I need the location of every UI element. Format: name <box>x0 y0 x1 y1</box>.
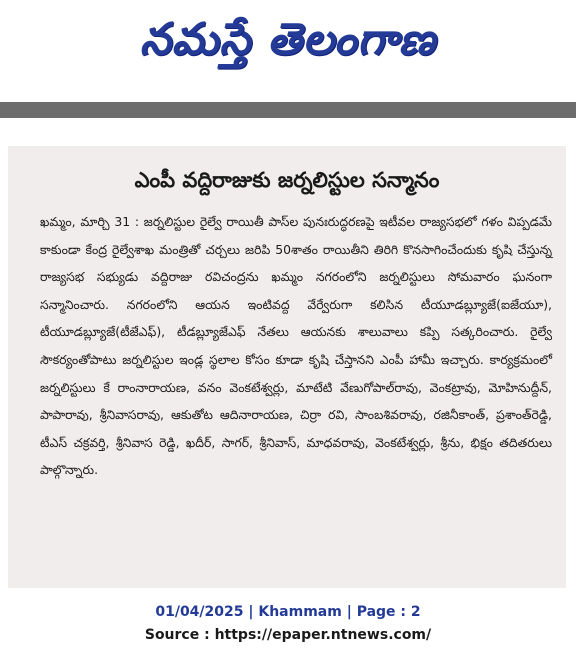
masthead <box>0 0 576 100</box>
newspaper-logo: నమస్తే తెలంగాణ <box>139 14 437 65</box>
article-headline: ఎంపీ వద్దిరాజుకు జర్నలిస్టుల సన్మానం <box>134 168 440 192</box>
source-link[interactable]: Source : https://epaper.ntnews.com/ <box>144 627 432 643</box>
masthead-divider-bar <box>0 102 576 118</box>
article-body: ఖమ్మం, మార్చి 31 : జర్నలిస్టుల రైల్వే రాయితీ పాస్‌ల పునఃరుద్ధరణపై ఇటీవల రాజ్యసభలో గళం విప్పడమే కాకుండా కేంద్ర రైల్వేశాఖ మంత్రితో చర్చలు జరిపి 50శాతం రాయితీని తిరిగి కొనసాగించేందుకు కృషి చేస్తున్న రాజ్యసభ సభ్యుడు వద్దిరాజు రవిచంద్రను ఖమ్మం నగరంలోని జర్నలిస్టులు సోమవారం ఘనంగా సన్మానించారు. నగరంలోని ఆయన ఇంటివద్ద వేర్వేరుగా కలిసిన టీయూడబ్ల్యూజే(ఐజేయూ), టీయూడబ్ల్యూజే(టీజేఎఫ్), టీడబ్ల్యూజేఎఫ్ నేతలు ఆయనకు శాలువాలు కప్పి సత్కరించారు. రైల్వే సౌకర్యంతోపాటు జర్నలిస్టుల ఇండ్ల స్థలాల కోసం కూడా కృషి చేస్తానని ఎంపీ హామీ ఇచ్చారు. కార్యక్రమంలో జర్నలిస్టులు కే రాంనారాయణ, వనం వెంకటేశ్వర్లు, మాటేటి వేణుగోపాల్‌రావు, వెంకట్రావు, మోహినుద్దీన్, పాపారావు, శ్రీనివాసరావు, ఆకుతోట ఆదినారాయణ, చిర్రా రవి, సాంబశివరావు, రజినీకాంత్, ప్రశాంత్‌రెడ్డి, టీఎస్ చక్రవర్తి, శ్రీనివాస రెడ్డి, ఖదీర్, సాగర్, శ్రీనివాస్, మాధవరావు, వెంకటేశ్వర్లు, శ్రీను, భిక్షం తదితరులు పాల్గొన్నారు. <box>40 214 552 478</box>
edition-info: 01/04/2025 | Khammam | Page : 2 <box>155 604 421 620</box>
edition-footer <box>0 601 576 647</box>
article-clipping <box>8 146 566 588</box>
